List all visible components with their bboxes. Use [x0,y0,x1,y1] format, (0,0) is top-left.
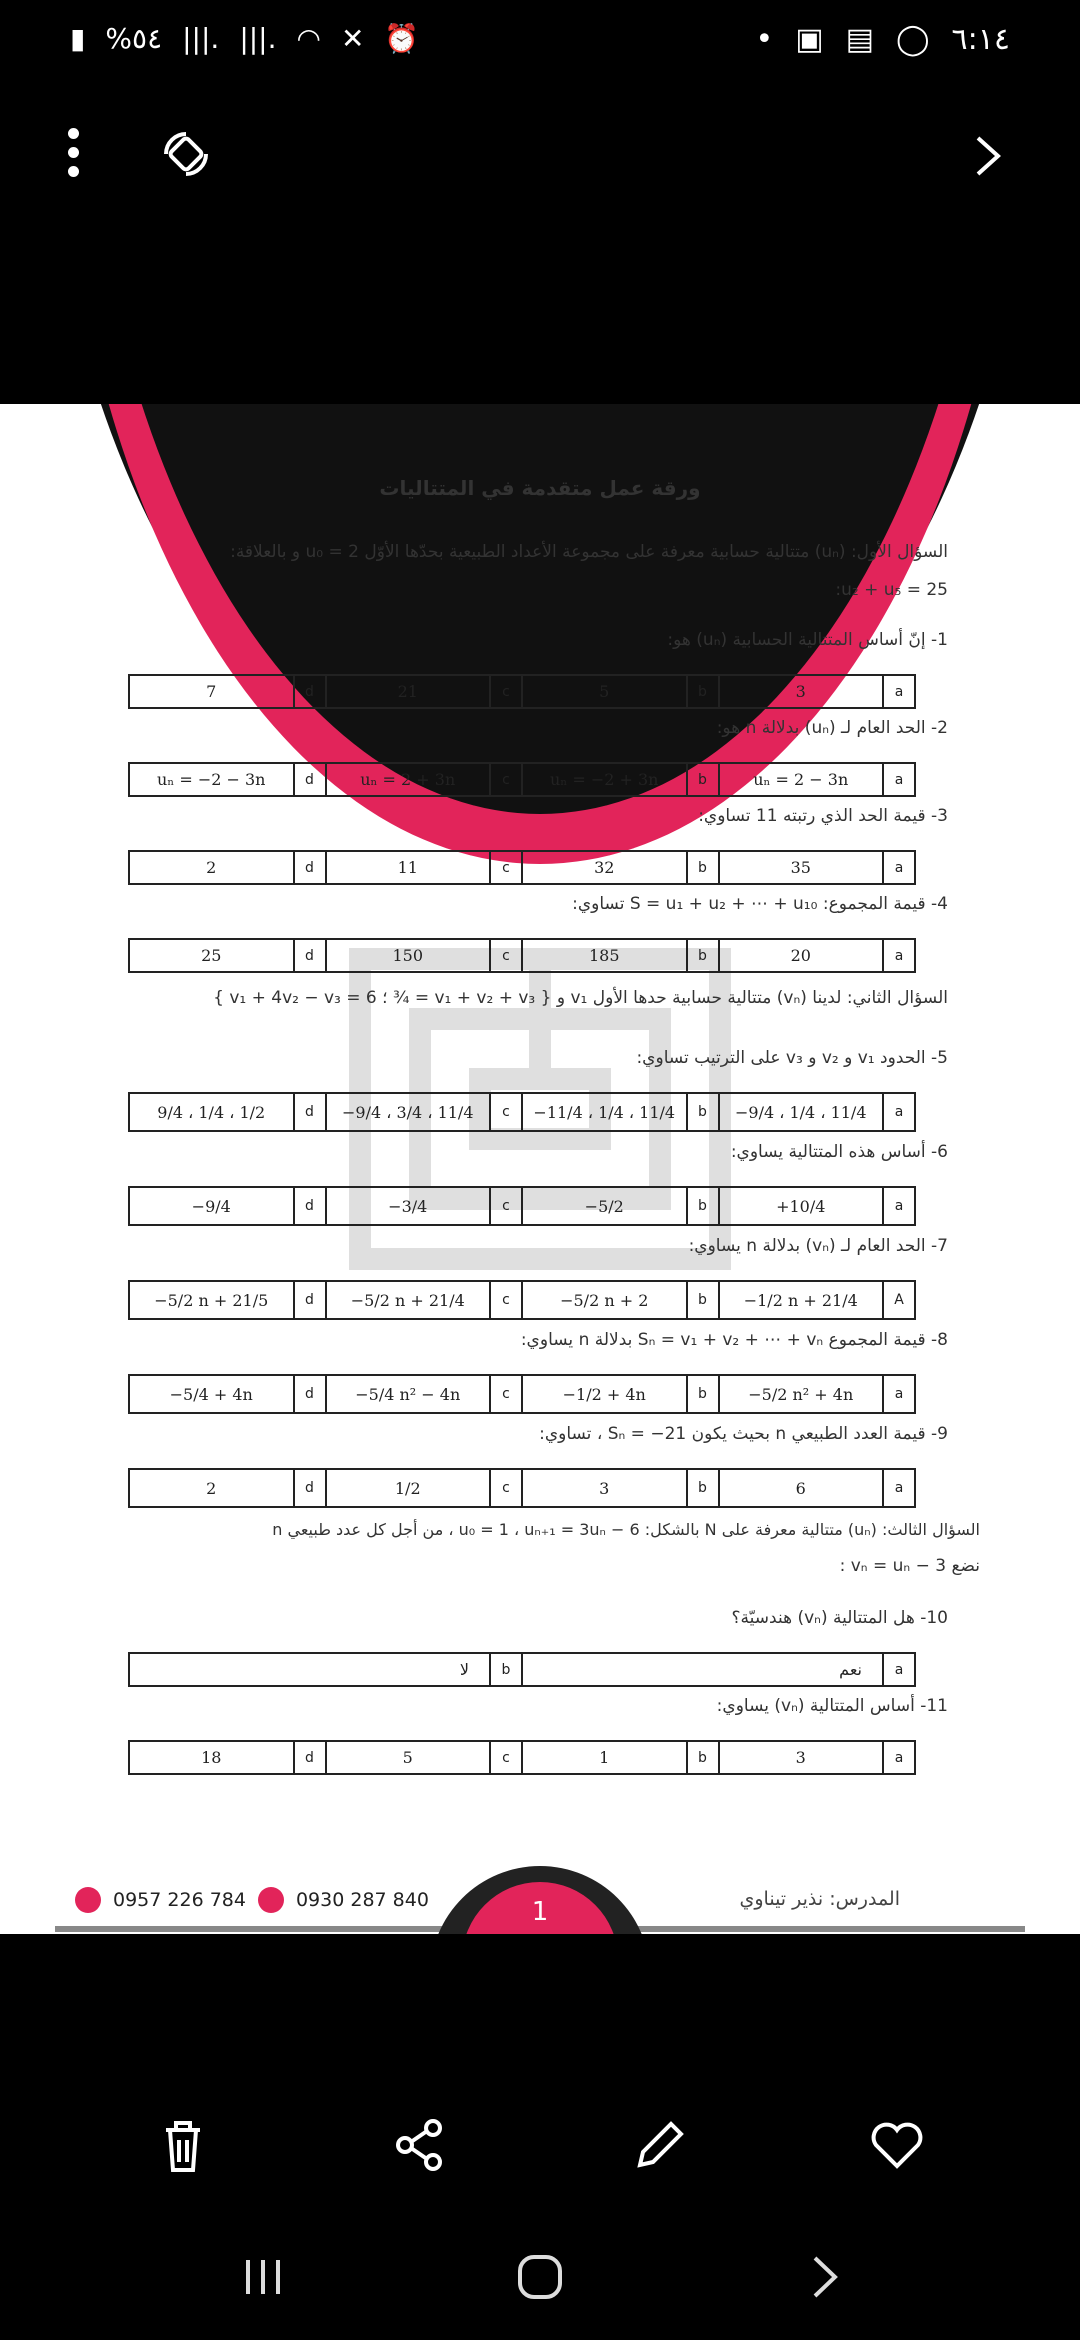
option-letter: a [883,1375,915,1413]
item-2: 2- الحد العام لـ (uₙ) بدلالة n هو: [716,718,948,738]
chevron-right-icon[interactable] [970,132,1006,180]
item-10-options [128,1652,916,1687]
item-3: 3- قيمة الحد الذي رتبته 11 تساوي: [698,806,948,826]
option-b-value: −5/2 n + 2 [522,1281,687,1319]
item-8-options [128,1374,916,1414]
option-d-value: 2 [129,851,294,884]
option-b-value: −11/4 ، 1/4 ، 11/4 [522,1093,687,1131]
option-letter: c [490,939,522,972]
option-a-value: +10/4 [719,1187,884,1225]
option-b-value: −5/2 [522,1187,687,1225]
signal-icon-2: |||. [239,22,277,55]
option-a-value: 35 [719,851,884,884]
option-a-value: 20 [719,939,884,972]
option-letter: c [490,851,522,884]
option-letter: b [687,939,719,972]
option-b-value: 185 [522,939,687,972]
option-a-value: uₙ = 2 − 3n [719,763,884,796]
option-d-value: 2 [129,1469,294,1507]
question-2-text: السؤال الثاني: لدينا (vₙ) متتالية حسابية حدها الأول v₁ و { v₁ + v₂ + v₃ = ¾ ؛ v₁ + 4v₂ − v₃ = 6 } [213,988,948,1008]
signal-icon: |||. [182,22,220,55]
item-6-options [128,1186,916,1226]
option-b-value: 5 [522,675,687,708]
question-1-relation: u₂ + u₅ = 25: [835,580,948,600]
option-letter: d [294,1093,326,1131]
item-1-options [128,674,916,709]
whatsapp-icon [75,1887,101,1913]
option-letter: d [294,1469,326,1507]
option-c-value: −3/4 [326,1187,491,1225]
favorite-icon[interactable] [862,2110,932,2180]
option-b-value: −1/2 + 4n [522,1375,687,1413]
option-letter: d [294,1375,326,1413]
option-letter: c [490,1281,522,1319]
item-5-options [128,1092,916,1132]
action-bar [0,2100,1080,2190]
item-9: 9- قيمة العدد الطبيعي n بحيث يكون Sₙ = −21 ، تساوي: [539,1424,948,1444]
dot-icon: • [755,22,774,57]
share-icon[interactable] [385,2110,455,2180]
rotate-icon[interactable] [160,128,212,180]
option-letter: a [883,851,915,884]
item-7-options [128,1280,916,1320]
option-c-value: −5/2 n + 21/4 [326,1281,491,1319]
option-letter: c [490,675,522,708]
option-letter: c [490,1741,522,1774]
option-c-value: 1/2 [326,1469,491,1507]
option-a-value: −9/4 ، 1/4 ، 11/4 [719,1093,884,1131]
option-letter: d [294,1741,326,1774]
option-letter: c [490,1469,522,1507]
question-3-substitution: نضع vₙ = uₙ − 3 : [839,1556,980,1576]
more-vert-icon[interactable] [68,128,82,177]
option-d-value: 18 [129,1741,294,1774]
option-letter: b [687,763,719,796]
home-icon[interactable] [515,2252,565,2302]
item-8: 8- قيمة المجموع Sₙ = v₁ + v₂ + ⋯ + vₙ بدلالة n يساوي: [520,1330,948,1350]
page-title: ورقة عمل متقدمة في المتتاليات [379,476,701,500]
question-1-text: السؤال الأول: (uₙ) متتالية حسابية معرفة على مجموعة الأعداد الطبيعية بحدّها الأوّل u₀ = 2 و بالعلاقة: [230,542,948,562]
question-3-text: السؤال الثالث: (uₙ) متتالية معرفة على N بالشكل: u₀ = 1 ، uₙ₊₁ = 3uₙ − 6 ، من أجل كل عدد طبيعي n [272,1520,980,1539]
page-number: 1 [462,1882,618,1934]
option-letter: a [883,1469,915,1507]
option-c-value: uₙ = 2 + 3n [326,763,491,796]
battery-level: %٥٤ [105,22,163,55]
option-letter: d [294,675,326,708]
option-letter: b [687,1093,719,1131]
clock: ٦:١٤ [951,22,1010,57]
alarm-icon: ⏰ [384,22,420,55]
option-c-value: 5 [326,1741,491,1774]
option-letter: b [687,1469,719,1507]
item-4: 4- قيمة المجموع: S = u₁ + u₂ + ⋯ + u₁₀ تساوي: [572,894,948,914]
phone-icon [258,1887,284,1913]
teacher-name: المدرس: نذير تيناوي [739,1888,900,1910]
option-letter: d [294,939,326,972]
item-2-options [128,762,916,797]
option-letter: b [687,1375,719,1413]
option-letter: a [883,939,915,972]
option-letter: b [687,1741,719,1774]
item-9-options [128,1468,916,1508]
option-d-value: −9/4 [129,1187,294,1225]
option-a-value: −1/2 n + 21/4 [719,1281,884,1319]
option-c-value: −9/4 ، 3/4 ، 11/4 [326,1093,491,1131]
option-letter: d [294,851,326,884]
option-letter: d [294,1281,326,1319]
whatsapp-icon: ◯ [895,22,930,57]
item-5: 5- الحدود v₁ و v₂ و v₃ على الترتيب تساوي: [636,1048,948,1068]
item-11: 11- أساس المتتالية (vₙ) يساوي: [716,1696,948,1716]
recents-icon[interactable] [238,2252,288,2302]
item-7: 7- الحد العام لـ (vₙ) بدلالة n يساوي: [688,1236,948,1256]
option-letter: c [490,763,522,796]
back-icon[interactable] [800,2252,850,2302]
navigation-bar [0,2240,1080,2320]
mute-icon: ✕ [340,22,365,55]
battery-icon: ▮ [70,22,86,55]
option-letter: b [687,1281,719,1319]
option-letter: b [687,1187,719,1225]
gallery-icon: ▣ [795,22,824,57]
option-d-value: 25 [129,939,294,972]
option-letter: a [883,675,915,708]
option-letter: a [883,1093,915,1131]
option-d-value: 9/4 ، 1/4 ، 1/2 [129,1093,294,1131]
item-1: 1- إنّ أساس المتتالية الحسابية (uₙ) هو: [667,630,948,650]
option-letter: c [490,1375,522,1413]
item-3-options [128,850,916,885]
edit-icon[interactable] [625,2110,695,2180]
delete-icon[interactable] [148,2110,218,2180]
option-a-value: نعم [522,1653,883,1686]
option-letter: d [294,763,326,796]
option-a-value: −5/2 n² + 4n [719,1375,884,1413]
phone-1: 0957 226 784 [113,1889,246,1911]
option-letter: c [490,1187,522,1225]
option-d-value: 7 [129,675,294,708]
option-c-value: 21 [326,675,491,708]
contact-phones [75,1887,429,1913]
option-letter: c [490,1093,522,1131]
item-10: 10- هل المتتالية (vₙ) هندسيّة؟ [731,1608,948,1628]
option-b-value: لا [129,1653,490,1686]
option-b-value: uₙ = −2 + 3n [522,763,687,796]
option-a-value: 3 [719,1741,884,1774]
status-bar [0,0,1080,80]
option-d-value: uₙ = −2 − 3n [129,763,294,796]
option-d-value: −5/2 n + 21/5 [129,1281,294,1319]
option-b-value: 1 [522,1741,687,1774]
viewer-toolbar [0,110,1080,200]
option-letter: a [883,1741,915,1774]
option-c-value: 150 [326,939,491,972]
option-letter: a [883,1187,915,1225]
option-letter: A [883,1281,915,1319]
option-a-value: 6 [719,1469,884,1507]
option-c-value: 11 [326,851,491,884]
option-letter: b [687,675,719,708]
option-letter: b [490,1653,522,1686]
option-d-value: −5/4 + 4n [129,1375,294,1413]
option-letter: a [883,763,915,796]
option-letter: b [687,851,719,884]
option-c-value: −5/4 n² − 4n [326,1375,491,1413]
option-letter: d [294,1187,326,1225]
option-a-value: 3 [719,675,884,708]
item-4-options [128,938,916,973]
option-b-value: 3 [522,1469,687,1507]
app-icon: ▤ [845,22,874,57]
item-6: 6- أساس هذه المتتالية يساوي: [730,1142,948,1162]
option-b-value: 32 [522,851,687,884]
wifi-icon: ◠ [296,22,321,55]
option-letter: a [883,1653,915,1686]
document-page [0,404,1080,1934]
item-11-options [128,1740,916,1775]
phone-2: 0930 287 840 [295,1889,429,1911]
